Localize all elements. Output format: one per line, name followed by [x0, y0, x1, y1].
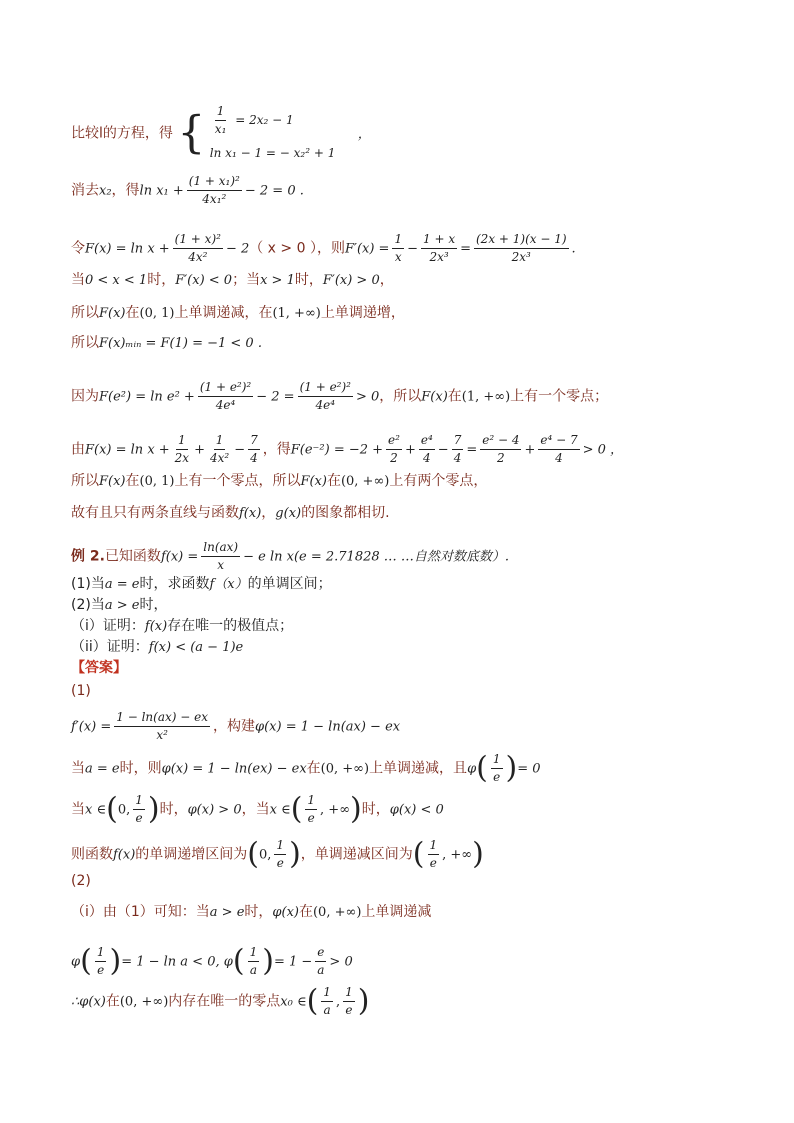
- math: φ(x) = 1 − ln(ex) − ex: [161, 761, 307, 777]
- text: ，构建: [213, 718, 255, 735]
- math: f(x): [113, 847, 136, 863]
- numerator: 1: [392, 232, 404, 249]
- numerator: 7: [452, 433, 464, 450]
- text: 令: [71, 240, 85, 257]
- text: (2)当: [71, 597, 105, 613]
- numerator: 1: [214, 433, 226, 450]
- denominator: e: [345, 1003, 353, 1017]
- denominator: e: [493, 770, 501, 784]
- text: 存在唯一的极值点；: [167, 618, 294, 634]
- numerator: e⁴: [419, 433, 435, 450]
- text: 在: [125, 305, 140, 321]
- text: 时，: [294, 272, 323, 288]
- denominator: 4: [423, 451, 431, 465]
- numerator: 1: [305, 793, 317, 810]
- answer-part2-decreasing: [71, 902, 431, 923]
- line-monotonicity: [71, 303, 405, 324]
- line-minimum: [71, 333, 262, 354]
- answer-label-line: [71, 658, 127, 678]
- equation-system: [210, 104, 336, 163]
- fraction: [474, 232, 569, 265]
- text: 比较l的方程，得: [71, 125, 173, 142]
- numerator: 1: [428, 838, 440, 855]
- math: +: [524, 442, 536, 458]
- paren: ): [357, 983, 370, 1019]
- numerator: 7: [248, 433, 260, 450]
- numerator: (1 + e²)²: [198, 380, 253, 397]
- numerator: 1: [133, 793, 145, 810]
- text: 当: [71, 272, 85, 288]
- example-statement: [71, 540, 509, 573]
- fraction: [198, 380, 253, 413]
- denominator: e: [276, 856, 284, 870]
- fraction: [274, 838, 286, 871]
- text: (1)当: [71, 576, 105, 592]
- fraction: [421, 232, 457, 265]
- numerator: (2x + 1)(x − 1): [474, 232, 569, 249]
- text: ，当: [241, 801, 270, 818]
- text: （i）由（1）可知：当: [71, 904, 210, 920]
- numerator: 1: [215, 104, 227, 121]
- math: φ(x) < 0: [389, 802, 444, 818]
- denominator: 4: [250, 451, 258, 465]
- denominator: e: [135, 811, 143, 825]
- line-conclusion: [71, 503, 390, 524]
- text: 的单调区间；: [247, 576, 332, 592]
- text: 所以: [71, 305, 99, 321]
- numerator: 1: [248, 945, 260, 962]
- text: （i）证明：: [71, 618, 145, 634]
- text: 时，: [147, 272, 176, 288]
- math: φ: [467, 761, 477, 777]
- math: (0, 1): [139, 306, 175, 321]
- math: −: [234, 442, 246, 458]
- math: ，: [357, 126, 371, 142]
- text: 上有一个零点，所以: [174, 473, 301, 489]
- numerator: ln(ax): [201, 540, 240, 557]
- numerator: 1: [343, 985, 355, 1002]
- fraction: [173, 232, 223, 265]
- math: − e ln x(e = 2.71828 … …自然对数底数）.: [243, 549, 510, 565]
- system-row-2: ln x₁ − 1 = − x₂² + 1: [209, 146, 336, 160]
- denominator: e: [97, 963, 105, 977]
- text: 故有且只有两条直线与函数: [71, 505, 239, 521]
- numerator: 1: [95, 945, 107, 962]
- math: F′(x) < 0: [175, 273, 233, 288]
- text: 在: [447, 388, 462, 405]
- math: F(e⁻²) = −2 +: [290, 442, 384, 458]
- math: (0, 1): [139, 474, 175, 489]
- fraction: [213, 104, 229, 137]
- math: a > e: [209, 905, 245, 920]
- denominator: 2: [390, 451, 398, 465]
- numerator: 1: [321, 985, 333, 1002]
- denominator: 4e⁴: [315, 398, 336, 412]
- fraction: [187, 174, 242, 207]
- text: ，得: [262, 441, 291, 458]
- numerator: 1 − ln(ax) − ex: [114, 710, 210, 727]
- text: 时，: [361, 801, 390, 818]
- math: > 0: [355, 389, 380, 405]
- fraction: [248, 433, 260, 466]
- example-title: 例 2.: [71, 548, 105, 565]
- math: F(x): [300, 474, 327, 489]
- numerator: 1: [274, 838, 286, 855]
- question-1: [71, 574, 332, 595]
- text: (2): [71, 873, 91, 889]
- fraction: [452, 433, 464, 466]
- math: x > 1: [260, 273, 295, 288]
- paren: ): [262, 943, 274, 979]
- paren: (: [476, 750, 488, 786]
- math: φ(x) > 0: [187, 802, 242, 818]
- fraction: [491, 752, 503, 785]
- numerator: (1 + x)²: [173, 232, 223, 249]
- math: F(x): [421, 389, 448, 405]
- denominator: a: [323, 1003, 331, 1017]
- denominator: x²: [156, 728, 168, 742]
- answer-phi-sign: [71, 793, 444, 826]
- text: 在: [105, 993, 120, 1010]
- paren: (: [106, 791, 118, 827]
- text: 由: [71, 441, 85, 458]
- paren: ): [109, 943, 122, 979]
- denominator: 4x₁²: [202, 192, 227, 206]
- text: 的图象都相切.: [301, 505, 390, 521]
- math: (0, +∞): [340, 474, 390, 489]
- math: .: [571, 241, 576, 257]
- answer-phi-values: [71, 945, 353, 978]
- math: − 2 =: [256, 389, 295, 405]
- math: − 2: [225, 241, 250, 257]
- numerator: 1 + x: [421, 232, 457, 249]
- fraction: [419, 433, 435, 466]
- text: 时，: [139, 597, 168, 613]
- denominator: 4: [555, 451, 563, 465]
- paren: (: [80, 943, 92, 979]
- text: 在: [326, 473, 341, 489]
- text: ，则: [316, 240, 345, 257]
- math: 0,: [117, 802, 131, 818]
- fraction: [208, 433, 231, 466]
- math: a = e: [104, 577, 140, 592]
- math: F′(x) > 0: [322, 273, 380, 288]
- denominator: 4x²: [209, 451, 230, 465]
- answer-derivative: [71, 710, 400, 743]
- part-2-label: [71, 871, 91, 891]
- numerator: (1 + e²)²: [298, 380, 353, 397]
- answer-label: 【答案】: [71, 660, 127, 676]
- math: ln x₁ +: [139, 183, 184, 199]
- question-2: [71, 595, 167, 616]
- math: − 2 = 0 .: [244, 183, 304, 199]
- math: x ∈: [85, 802, 107, 818]
- math: a = e: [85, 761, 120, 777]
- text: 上单调递减，且: [369, 760, 468, 777]
- numerator: (1 + x₁)²: [187, 174, 242, 191]
- math: f(x) =: [160, 549, 199, 565]
- math: (0, +∞): [320, 761, 370, 777]
- fraction: [392, 232, 404, 265]
- denominator: e: [429, 856, 437, 870]
- fraction: [248, 945, 260, 978]
- math: F(x) = ln x +: [85, 241, 170, 257]
- math: F(x)ₘᵢₙ = F(1) = −1 < 0 .: [99, 336, 262, 351]
- math: ,: [335, 994, 341, 1010]
- line-two-zeros: [71, 471, 487, 492]
- math: (0, +∞): [119, 994, 169, 1010]
- paren: ): [505, 750, 518, 786]
- denominator: x: [394, 250, 402, 264]
- text: 已知函数: [104, 548, 161, 565]
- system-row-1: [210, 104, 336, 137]
- math: = 1 −: [273, 954, 313, 970]
- math: = 2x₂ − 1: [235, 113, 294, 127]
- math: a > e: [104, 598, 140, 613]
- text: 消去: [71, 182, 99, 199]
- denominator: 2x³: [511, 250, 531, 264]
- answer-unique-zero: [71, 985, 369, 1018]
- text: 在: [125, 473, 140, 489]
- math: (0, +∞): [312, 905, 362, 920]
- text: ，: [379, 272, 394, 288]
- text: (1): [71, 683, 91, 699]
- paren: (: [412, 836, 425, 872]
- text: 在: [298, 904, 313, 920]
- left-brace: {: [177, 107, 206, 159]
- question-2-ii: [71, 637, 243, 658]
- math: F′(x) =: [344, 241, 390, 257]
- math: (1, +∞): [461, 389, 511, 405]
- fraction: [173, 433, 191, 466]
- math: x₀ ∈: [280, 994, 307, 1010]
- math: φ: [71, 954, 81, 970]
- math: , +∞: [442, 847, 473, 863]
- text: 上单调递增，: [320, 305, 405, 321]
- math: φ(x): [79, 994, 106, 1010]
- fraction: [321, 985, 333, 1018]
- math: f（x）: [209, 577, 248, 592]
- math: = 0: [517, 761, 541, 777]
- numerator: 1: [176, 433, 188, 450]
- math: f(x) < (a − 1)e: [148, 640, 244, 655]
- paren: ): [147, 791, 160, 827]
- denominator: 2x: [174, 451, 190, 465]
- fraction: [114, 710, 210, 743]
- text: 因为: [71, 388, 99, 405]
- text: （ii）证明：: [71, 639, 149, 655]
- math: g(x): [275, 506, 302, 521]
- paren: (: [306, 983, 319, 1019]
- denominator: 4e⁴: [215, 398, 236, 412]
- math: > 0 ，: [582, 442, 624, 458]
- text: 上单调递减: [361, 904, 432, 920]
- paren: ): [289, 836, 301, 872]
- text: 上单调递减，在: [174, 305, 273, 321]
- text: 上有两个零点，: [389, 473, 488, 489]
- text: 所以: [71, 473, 99, 489]
- text: 所以: [71, 335, 99, 351]
- fraction: [538, 433, 579, 466]
- math: F(x): [99, 306, 126, 321]
- fraction: [428, 838, 440, 871]
- paren: (: [232, 943, 245, 979]
- line-eliminate: [71, 174, 304, 207]
- math: φ(x): [272, 905, 299, 920]
- line-compare-equations: [71, 104, 371, 163]
- numerator: 1: [491, 752, 503, 769]
- line-define-F: [71, 232, 576, 265]
- denominator: e: [307, 811, 315, 825]
- denominator: 4x²: [188, 250, 208, 264]
- math: +: [194, 442, 205, 458]
- text: ，所以: [379, 388, 422, 405]
- numerator: e⁴ − 7: [538, 433, 579, 450]
- text: 的单调递增区间为: [135, 846, 248, 863]
- denominator: x: [217, 558, 225, 572]
- fraction: [95, 945, 107, 978]
- paren: (: [247, 836, 260, 872]
- line-sign-analysis: [71, 270, 394, 291]
- math: =: [460, 241, 471, 257]
- math: ∴: [71, 994, 80, 1010]
- text: 当: [71, 760, 85, 777]
- denominator: x₁: [214, 122, 227, 136]
- question-2-i: [71, 616, 293, 637]
- math: > 0: [329, 954, 353, 970]
- numerator: e: [315, 945, 326, 962]
- math: F(x) = ln x +: [85, 442, 170, 458]
- math: x₂: [99, 183, 112, 199]
- math: φ(x) = 1 − ln(ax) − ex: [255, 719, 401, 735]
- text: ，: [261, 505, 276, 521]
- math: F(x): [99, 474, 126, 489]
- text: 时，: [159, 801, 188, 818]
- text: 时，求函数: [139, 576, 210, 592]
- text: 时，则: [119, 760, 162, 777]
- paren: ): [472, 836, 484, 872]
- line-zero-left: [71, 433, 623, 466]
- text: 当: [71, 801, 85, 818]
- math: +: [404, 442, 416, 458]
- math: f(x): [144, 619, 168, 634]
- math: f(x): [239, 506, 262, 521]
- answer-phi-decreasing: [71, 752, 541, 785]
- fraction: [305, 793, 317, 826]
- part-1-label: [71, 681, 91, 701]
- text: ，单调递减区间为: [300, 846, 413, 863]
- numerator: e²: [386, 433, 402, 450]
- denominator: 2: [497, 451, 505, 465]
- math: (1, +∞): [272, 306, 321, 321]
- fraction: [315, 945, 326, 978]
- math: , +∞: [320, 802, 351, 818]
- math: F(e²) = ln e² +: [99, 389, 195, 405]
- text: 则函数: [71, 846, 113, 863]
- math: = 1 − ln a < 0, φ: [121, 954, 233, 970]
- math: −: [407, 241, 418, 257]
- text: 上有一个零点；: [510, 388, 609, 405]
- fraction: [201, 540, 240, 573]
- denominator: a: [249, 963, 257, 977]
- math: −: [437, 442, 449, 458]
- math: f′(x) =: [71, 719, 112, 735]
- line-zero-right: [71, 380, 608, 413]
- math: 0 < x < 1: [85, 273, 148, 288]
- answer-intervals: [71, 838, 484, 871]
- numerator: e² − 4: [480, 433, 521, 450]
- math: =: [466, 442, 478, 458]
- fraction: [386, 433, 402, 466]
- fraction: [343, 985, 355, 1018]
- math: x ∈: [269, 802, 291, 818]
- fraction: [298, 380, 353, 413]
- paren: ): [350, 791, 362, 827]
- denominator: a: [317, 963, 325, 977]
- text: 内存在唯一的零点: [168, 993, 281, 1010]
- paren: (: [290, 791, 303, 827]
- text: ，得: [111, 182, 140, 199]
- text: 时，: [244, 904, 273, 920]
- fraction: [133, 793, 145, 826]
- math: 0,: [259, 847, 272, 863]
- text: （ x > 0 ）: [249, 240, 317, 257]
- denominator: 2x³: [429, 250, 449, 264]
- denominator: 4: [453, 451, 462, 465]
- text: 在: [306, 760, 321, 777]
- text: ；当: [232, 272, 261, 288]
- fraction: [480, 433, 521, 466]
